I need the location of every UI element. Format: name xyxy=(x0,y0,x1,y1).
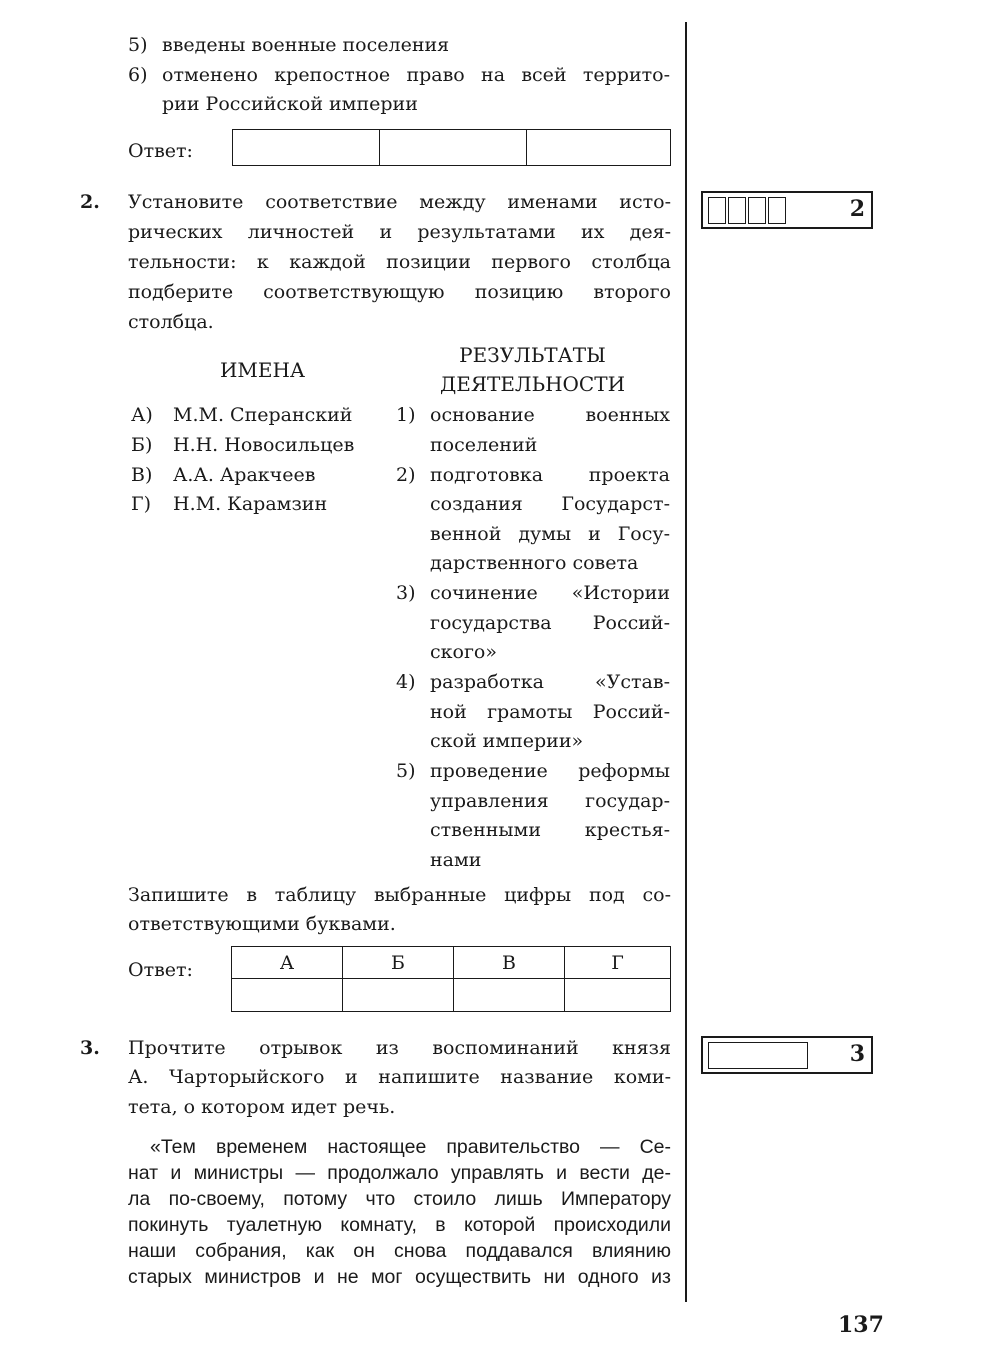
answer-table xyxy=(231,946,671,1012)
max-points: 3 xyxy=(849,1041,865,1067)
result-text: подготовка проекта xyxy=(430,464,670,486)
page-number: 137 xyxy=(838,1312,884,1338)
result-text: сочинение «Истории xyxy=(430,582,670,604)
result-marker: 4) xyxy=(396,671,416,693)
score-cell[interactable] xyxy=(728,197,746,224)
result-marker: 2) xyxy=(396,464,416,486)
score-cell[interactable] xyxy=(768,197,786,224)
option-marker: 6) xyxy=(128,64,148,86)
name-marker: А) xyxy=(131,404,153,426)
answer-cell-g[interactable] xyxy=(565,979,671,1012)
result-text: создания Государст- xyxy=(430,493,670,515)
task-prompt-line: столбца. xyxy=(128,311,214,333)
answer-label: Ответ: xyxy=(128,140,193,162)
result-text: государства Россий- xyxy=(430,612,670,634)
answer-cell[interactable] xyxy=(527,130,671,166)
name-marker: В) xyxy=(131,464,153,486)
column-header-results: РЕЗУЛЬТАТЫ xyxy=(459,343,606,367)
result-text: ского» xyxy=(430,641,497,663)
score-cell[interactable] xyxy=(748,197,766,224)
option-marker: 5) xyxy=(128,34,148,56)
option-text: введены военные поселения xyxy=(162,34,450,56)
answer-header-v: В xyxy=(454,947,565,979)
task-number: 2. xyxy=(80,191,100,213)
task-prompt-line: Установите соответствие между именами исто- xyxy=(128,191,671,213)
result-text: разработка «Устав- xyxy=(430,671,670,693)
column-header-names: ИМЕНА xyxy=(219,358,306,382)
score-cell[interactable] xyxy=(708,197,726,224)
result-marker: 3) xyxy=(396,582,416,604)
name-text: Н.Н. Новосильцев xyxy=(173,434,355,456)
result-text: ственными крестья- xyxy=(430,819,670,841)
quote-line: покинуть туалетную комнату, в которой происходили xyxy=(128,1214,671,1236)
result-text: венной думы и Госу- xyxy=(430,523,670,545)
result-text: проведение реформы xyxy=(430,760,670,782)
result-text: основание военных xyxy=(430,404,670,426)
result-marker: 5) xyxy=(396,760,416,782)
result-text: ской империи» xyxy=(430,730,584,752)
quote-line: старых министров и не мог осуществить ни одного из xyxy=(128,1266,671,1288)
quote-line: «Тем временем настоящее правительство — Се- xyxy=(150,1136,671,1158)
result-marker: 1) xyxy=(396,404,416,426)
score-field[interactable] xyxy=(708,1042,808,1069)
option-text: отменено крепостное право на всей террито- xyxy=(162,64,670,86)
answer-cell[interactable] xyxy=(233,130,380,166)
task-number: 3. xyxy=(80,1037,100,1059)
quote-line: нат и министры — продолжало управлять и вести де- xyxy=(128,1162,671,1184)
margin-divider xyxy=(685,22,687,1302)
option-text: рии Российской империи xyxy=(162,93,418,115)
task-prompt-line: Прочтите отрывок из воспоминаний князя xyxy=(128,1037,671,1059)
result-text: ной грамоты Россий- xyxy=(430,701,670,723)
column-header-results: ДЕЯТЕЛЬНОСТИ xyxy=(439,372,626,396)
result-text: поселений xyxy=(430,434,538,456)
answer-label: Ответ: xyxy=(128,959,193,981)
name-marker: Б) xyxy=(131,434,153,456)
instruction-line: Запишите в таблицу выбранные цифры под со- xyxy=(128,884,671,906)
answer-cell-v[interactable] xyxy=(454,979,565,1012)
answer-header-g: Г xyxy=(565,947,671,979)
result-text: нами xyxy=(430,849,482,871)
answer-cell-a[interactable] xyxy=(232,979,343,1012)
instruction-line: ответствующими буквами. xyxy=(128,913,396,935)
answer-header-b: Б xyxy=(343,947,454,979)
name-text: А.А. Аракчеев xyxy=(173,464,316,486)
score-box xyxy=(701,1036,873,1074)
task-prompt-line: рических личностей и результатами их дея- xyxy=(128,221,671,243)
max-points: 2 xyxy=(849,196,865,222)
quote-line: ла по-своему, потому что стоило лишь Императору xyxy=(128,1188,671,1210)
name-text: М.М. Сперанский xyxy=(173,404,353,426)
task-prompt-line: тельности: к каждой позиции первого столбца xyxy=(128,251,671,273)
answer-table xyxy=(232,129,671,166)
score-box xyxy=(701,191,873,229)
quote-line: наши собрания, как он снова поддавался влиянию xyxy=(128,1240,671,1262)
answer-header-a: А xyxy=(232,947,343,979)
result-text: дарственного совета xyxy=(430,552,639,574)
name-text: Н.М. Карамзин xyxy=(173,493,328,515)
task-prompt-line: тета, о котором идет речь. xyxy=(128,1096,396,1118)
answer-cell-b[interactable] xyxy=(343,979,454,1012)
task-prompt-line: подберите соответствующую позицию второго xyxy=(128,281,671,303)
result-text: управления государ- xyxy=(430,790,670,812)
answer-cell[interactable] xyxy=(380,130,527,166)
task-prompt-line: А. Чарторыйского и напишите название коми- xyxy=(128,1066,671,1088)
name-marker: Г) xyxy=(131,493,151,515)
